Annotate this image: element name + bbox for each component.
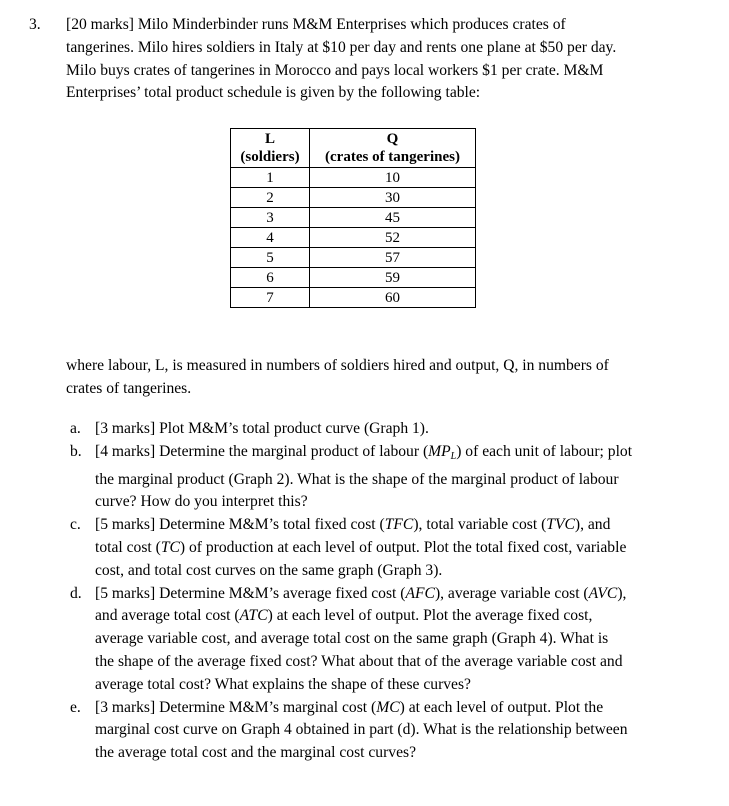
part-d [0,583,729,697]
header-label: Q [386,131,399,147]
header-label: L [264,131,275,147]
intro-line: [20 marks] Milo Minderbinder runs M&M Enterprises which produces crates of [66,16,566,33]
part-line [95,697,729,720]
question-parts [0,418,729,765]
intro-line: tangerines. Milo hires soldiers in Italy at $10 per day and rents one plane at $50 per day. [66,38,617,56]
cell-output: 60 [310,288,476,308]
table-header-row [231,129,476,168]
table-row [231,208,476,228]
part-e [0,697,729,765]
part-body [95,583,729,697]
symbol-subscript: L [450,450,457,462]
cell-labour: 4 [231,228,310,248]
table-explanation [66,355,706,401]
part-letter: c. [70,516,81,534]
part-b [0,441,729,514]
text-run: ), and [574,516,611,534]
total-product-table [230,128,476,308]
text-run: ) of each unit of labour; plot [456,442,633,460]
cell-output: 10 [310,168,476,188]
part-line: the shape of the average fixed cost? What about that of the average variable cost and [95,652,623,670]
text-run: [5 marks] Determine M&M’s total fixed cost ( [95,516,385,534]
explanation-line: crates of tangerines. [66,379,192,397]
part-line [95,441,729,469]
text-run: ) at each level of output. Plot the average fixed cost, [267,607,593,625]
text-run: [4 marks] Determine the marginal product of labour ( [95,442,429,460]
table-row [231,228,476,248]
part-line: average total cost? What explains the shape of these curves? [95,675,471,693]
text-run: ) of production at each level of output. Plot the total fixed cost, variable [179,538,627,556]
table-row [231,188,476,208]
table-row [231,168,476,188]
part-letter: d. [70,584,82,602]
part-line: [3 marks] Plot M&M’s total product curve (Graph 1). [95,420,429,437]
text-run: ), [617,584,627,602]
symbol-tvc: TVC [546,516,575,534]
part-body [95,697,729,765]
symbol-tc: TC [160,538,180,556]
cell-labour: 2 [231,188,310,208]
part-c [0,514,729,582]
header-unit: (crates of tangerines) [325,149,460,165]
symbol-text: MP [428,442,451,460]
part-line: marginal cost curve on Graph 4 obtained in part (d). What is the relationship between [95,721,628,739]
part-line: cost, and total cost curves on the same graph (Graph 3). [95,561,443,579]
part-line: the average total cost and the marginal cost curves? [95,744,416,762]
part-line: the marginal product (Graph 2). What is the shape of the marginal product of labour [95,470,619,488]
text-run: total cost ( [95,538,161,556]
part-letter: a. [70,420,81,437]
part-letter: e. [70,698,81,716]
explanation-line: where labour, L, is measured in numbers of soldiers hired and output, Q, in numbers of [66,357,609,374]
cell-labour: 5 [231,248,310,268]
symbol-mc: MC [376,698,400,716]
column-header-labour [231,129,310,168]
part-line [95,514,729,537]
text-run: ), total variable cost ( [413,516,547,534]
symbol-avc: AVC [588,584,618,602]
cell-output: 57 [310,248,476,268]
text-run: [3 marks] Determine M&M’s marginal cost ( [95,698,377,716]
cell-labour: 1 [231,168,310,188]
header-unit: (soldiers) [240,149,300,165]
part-letter: b. [70,442,82,460]
symbol-atc: ATC [239,607,268,625]
part-line: curve? How do you interpret this? [95,493,308,511]
intro-line: Enterprises’ total product schedule is given by the following table: [66,84,481,102]
part-body [95,418,729,441]
part-body [95,441,729,514]
text-run: [5 marks] Determine M&M’s average fixed cost ( [95,584,406,602]
cell-labour: 6 [231,268,310,288]
part-line [95,537,729,560]
part-a [0,418,729,441]
text-run: ), average variable cost ( [434,584,589,602]
cell-output: 52 [310,228,476,248]
column-header-output [310,129,476,168]
cell-output: 59 [310,268,476,288]
text-run: ) at each level of output. Plot the [399,698,604,716]
table-row [231,288,476,308]
cell-labour: 7 [231,288,310,308]
symbol-mp [428,443,456,460]
part-body [95,514,729,582]
cell-output: 45 [310,208,476,228]
symbol-afc: AFC [405,584,435,602]
part-line [95,583,729,606]
question-number: 3. [29,16,41,33]
part-line [95,605,729,628]
table-row [231,248,476,268]
text-run: and average total cost ( [95,607,240,625]
intro-line: Milo buys crates of tangerines in Morocco and pays local workers $1 per crate. M&M [66,61,604,79]
question-intro [66,14,706,105]
cell-labour: 3 [231,208,310,228]
symbol-tfc: TFC [384,516,414,534]
cell-output: 30 [310,188,476,208]
part-line: average variable cost, and average total cost on the same graph (Graph 4). What is [95,630,609,648]
table-row [231,268,476,288]
